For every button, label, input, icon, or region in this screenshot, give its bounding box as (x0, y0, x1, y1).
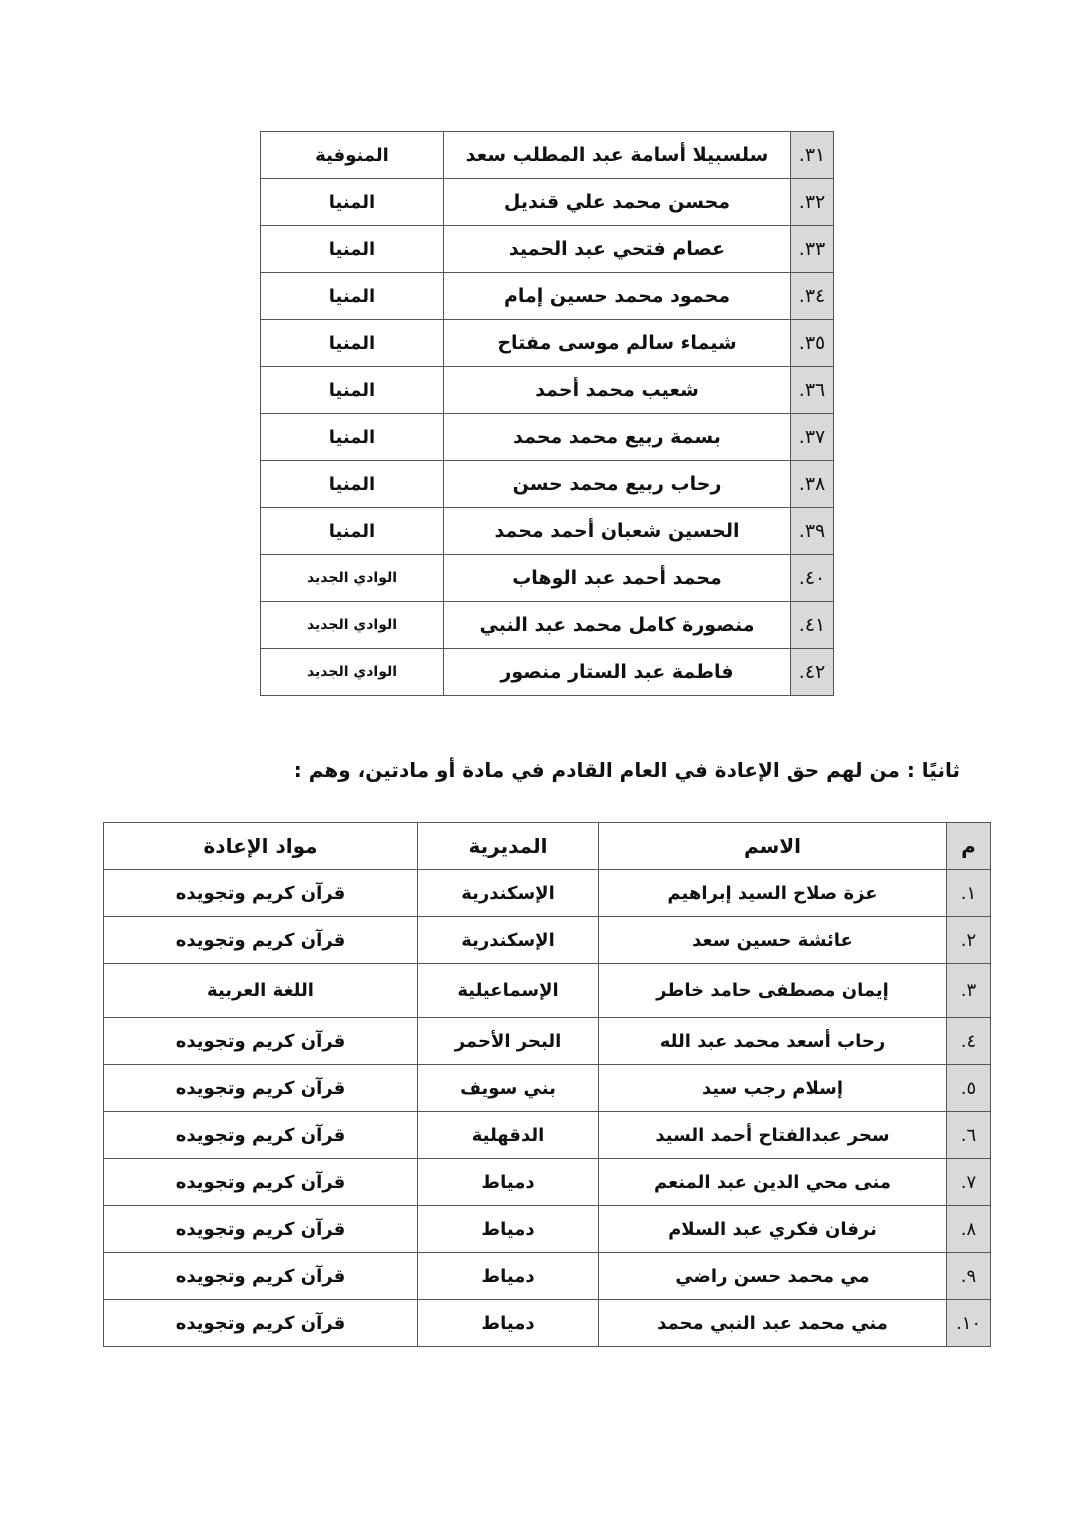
directorate: دمياط (418, 1206, 599, 1253)
repeat-subjects: قرآن كريم وتجويده (104, 1018, 418, 1065)
row-number: ٥. (947, 1065, 991, 1112)
student-name: عائشة حسين سعد (599, 917, 947, 964)
table-row (261, 414, 834, 461)
row-number: ٢. (947, 917, 991, 964)
header-name: الاسم (599, 823, 947, 870)
student-name: نرفان فكري عبد السلام (599, 1206, 947, 1253)
row-number: ٨. (947, 1206, 991, 1253)
student-name: رحاب ربيع محمد حسن (444, 461, 791, 508)
table-row (261, 273, 834, 320)
row-number: ٤٠. (791, 555, 834, 602)
repeat-exam-table (103, 822, 991, 1347)
table-row (261, 132, 834, 179)
governorate: المنيا (261, 273, 444, 320)
governorate: المنيا (261, 461, 444, 508)
row-number: ٣. (947, 964, 991, 1018)
student-name: سحر عبدالفتاح أحمد السيد (599, 1112, 947, 1159)
governorate: المنيا (261, 179, 444, 226)
row-number: ٤٢. (791, 649, 834, 696)
student-name: إيمان مصطفى حامد خاطر (599, 964, 947, 1018)
row-number: ٣٢. (791, 179, 834, 226)
row-number: ٦. (947, 1112, 991, 1159)
governorate: المنيا (261, 226, 444, 273)
table-row (104, 964, 991, 1018)
row-number: ٧. (947, 1159, 991, 1206)
header-directorate: المديرية (418, 823, 599, 870)
governorate: المنيا (261, 414, 444, 461)
student-name: شعيب محمد أحمد (444, 367, 791, 414)
row-number: ٩. (947, 1253, 991, 1300)
student-name: شيماء سالم موسى مفتاح (444, 320, 791, 367)
student-name: منصورة كامل محمد عبد النبي (444, 602, 791, 649)
directorate: دمياط (418, 1300, 599, 1347)
repeat-subjects: قرآن كريم وتجويده (104, 1159, 418, 1206)
student-name: بسمة ربيع محمد محمد (444, 414, 791, 461)
table-row (261, 602, 834, 649)
student-name: الحسين شعبان أحمد محمد (444, 508, 791, 555)
row-number: ٣١. (791, 132, 834, 179)
governorate: المنيا (261, 508, 444, 555)
repeat-subjects: قرآن كريم وتجويده (104, 917, 418, 964)
table-row (104, 1300, 991, 1347)
row-number: ٣٤. (791, 273, 834, 320)
table-row (104, 1018, 991, 1065)
directorate: البحر الأحمر (418, 1018, 599, 1065)
table-row (104, 1065, 991, 1112)
repeat-subjects: قرآن كريم وتجويده (104, 1206, 418, 1253)
repeat-subjects: قرآن كريم وتجويده (104, 1112, 418, 1159)
table-row (261, 508, 834, 555)
table-row (261, 179, 834, 226)
table-row (261, 320, 834, 367)
directorate: الدقهلية (418, 1112, 599, 1159)
table-row (261, 555, 834, 602)
governorate: الوادي الجديد (261, 555, 444, 602)
directorate: الإسكندرية (418, 870, 599, 917)
row-number: ٣٦. (791, 367, 834, 414)
governorate: الوادي الجديد (261, 602, 444, 649)
row-number: ٣٩. (791, 508, 834, 555)
directorate: الإسكندرية (418, 917, 599, 964)
table-row (261, 367, 834, 414)
student-name: عصام فتحي عبد الحميد (444, 226, 791, 273)
row-number: ٤. (947, 1018, 991, 1065)
student-name: محمود محمد حسين إمام (444, 273, 791, 320)
table-header-row (104, 823, 991, 870)
table-row (104, 1253, 991, 1300)
results-table-continued (260, 131, 834, 696)
repeat-subjects: قرآن كريم وتجويده (104, 870, 418, 917)
table-row (104, 1112, 991, 1159)
table-row (261, 649, 834, 696)
table-row (104, 1159, 991, 1206)
table-row (104, 870, 991, 917)
governorate: المنيا (261, 320, 444, 367)
repeat-subjects: قرآن كريم وتجويده (104, 1065, 418, 1112)
governorate: المنيا (261, 367, 444, 414)
student-name: عزة صلاح السيد إبراهيم (599, 870, 947, 917)
row-number: ٣٧. (791, 414, 834, 461)
student-name: مني محمد عبد النبي محمد (599, 1300, 947, 1347)
student-name: رحاب أسعد محمد عبد الله (599, 1018, 947, 1065)
directorate: دمياط (418, 1159, 599, 1206)
repeat-subjects: قرآن كريم وتجويده (104, 1253, 418, 1300)
row-number: ٤١. (791, 602, 834, 649)
header-num: م (947, 823, 991, 870)
section-heading: ثانيًا : من لهم حق الإعادة في العام القادم في مادة أو مادتين، وهم : (293, 758, 960, 782)
student-name: سلسبيلا أسامة عبد المطلب سعد (444, 132, 791, 179)
student-name: محسن محمد علي قنديل (444, 179, 791, 226)
table-row (104, 917, 991, 964)
student-name: محمد أحمد عبد الوهاب (444, 555, 791, 602)
header-subjects: مواد الإعادة (104, 823, 418, 870)
student-name: منى محي الدين عبد المنعم (599, 1159, 947, 1206)
directorate: الإسماعيلية (418, 964, 599, 1018)
directorate: بني سويف (418, 1065, 599, 1112)
table-row (104, 1206, 991, 1253)
student-name: مي محمد حسن راضي (599, 1253, 947, 1300)
table-row (261, 226, 834, 273)
student-name: إسلام رجب سيد (599, 1065, 947, 1112)
governorate: المنوفية (261, 132, 444, 179)
row-number: ٣٨. (791, 461, 834, 508)
row-number: ٣٣. (791, 226, 834, 273)
row-number: ١. (947, 870, 991, 917)
student-name: فاطمة عبد الستار منصور (444, 649, 791, 696)
row-number: ٣٥. (791, 320, 834, 367)
repeat-subjects: قرآن كريم وتجويده (104, 1300, 418, 1347)
repeat-subjects: اللغة العربية (104, 964, 418, 1018)
table-row (261, 461, 834, 508)
directorate: دمياط (418, 1253, 599, 1300)
governorate: الوادي الجديد (261, 649, 444, 696)
row-number: ١٠. (947, 1300, 991, 1347)
